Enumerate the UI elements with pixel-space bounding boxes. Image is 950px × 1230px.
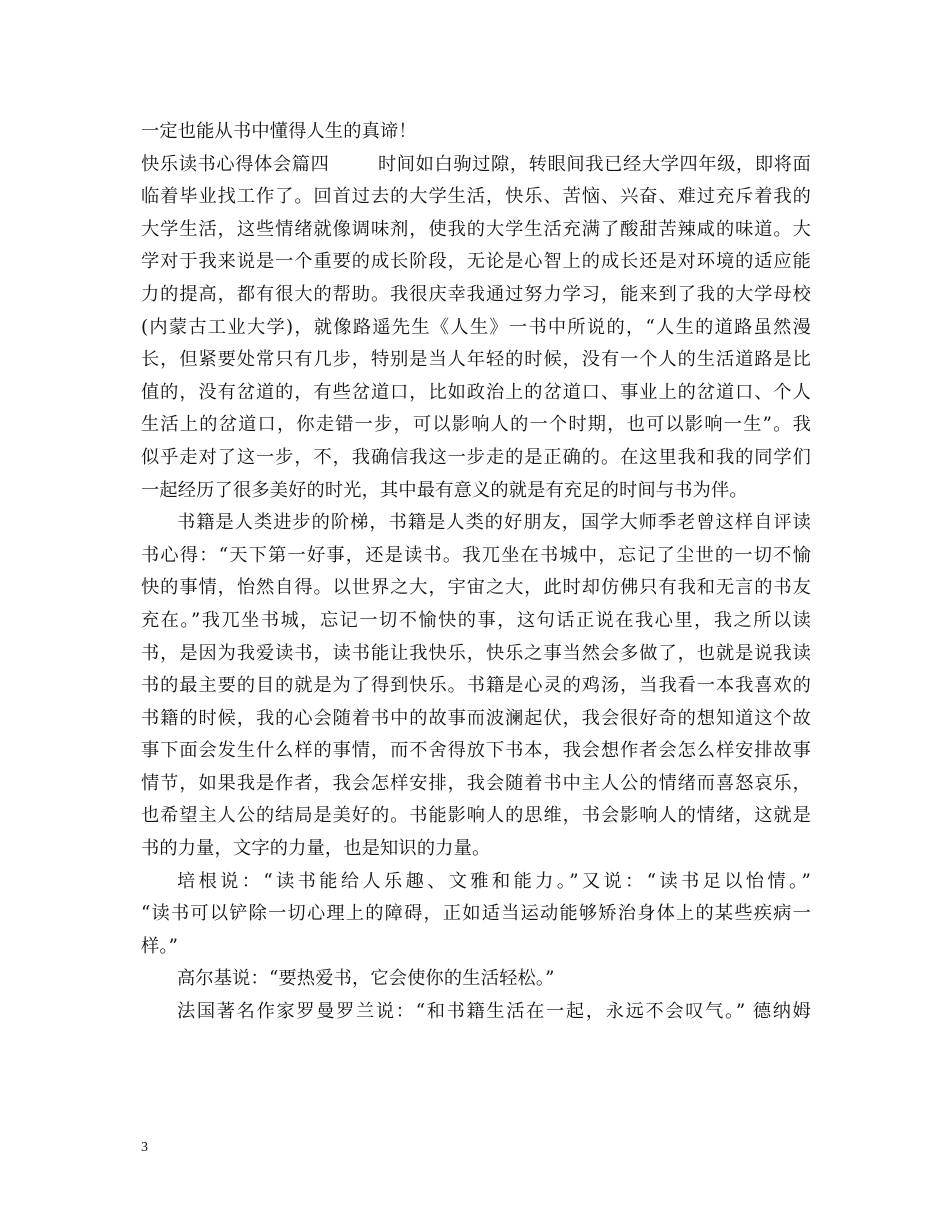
page-number: 3 — [141, 1140, 148, 1155]
text-line: 书的力量，文字的力量，也是知识的力量。 — [141, 838, 491, 860]
text-line: 快的事情，怡然自得。以世界之大，宇宙之大，此时却仿佛只有我和无言的书友 — [141, 577, 811, 599]
text-line: 值的，没有岔道的，有些岔道口，比如政治上的岔道口、事业上的岔道口、个人 — [141, 381, 811, 403]
text-line: 样。” — [141, 935, 179, 957]
text-line-paragraph-start: 书籍是人类进步的阶梯，书籍是人类的好朋友，国学大师季老曾这样自评读 — [177, 512, 811, 534]
text-line: 大学生活，这些情绪就像调味剂，使我的大学生活充满了酸甜苦辣咸的味道。大 — [141, 218, 811, 240]
text-line: 事下面会发生什么样的事情，而不舍得放下书本，我会想作者会怎么样安排故事 — [141, 740, 811, 762]
text-line: 书的最主要的目的就是为了得到快乐。书籍是心灵的鸡汤，当我看一本我喜欢的 — [141, 675, 811, 697]
section-opening-text: 时间如白驹过隙，转眼间我已经大学四年级，即将面 — [377, 153, 811, 175]
text-line: (内蒙古工业大学)，就像路遥先生《人生》一书中所说的，“人生的道路虽然漫 — [141, 316, 811, 338]
text-line: 充在。”我兀坐书城，忘记一切不愉快的事，这句话正说在我心里，我之所以读 — [141, 609, 811, 631]
text-line: “读书可以铲除一切心理上的障碍，正如适当运动能够矫治身体上的某些疾病一 — [141, 903, 811, 925]
section-heading: 快乐读书心得体会篇四 — [141, 153, 330, 175]
text-line: 生活上的岔道口，你走错一步，可以影响人的一个时期，也可以影响一生”。我 — [141, 414, 811, 436]
text-line: 似乎走对了这一步，不，我确信我这一步走的是正确的。在这里我和我的同学们 — [141, 446, 811, 468]
text-line-paragraph-start: 法国著名作家罗曼罗兰说：“和书籍生活在一起，永远不会叹气。” 德纳姆 — [177, 1001, 811, 1023]
text-line: 长，但紧要处常只有几步，特别是当人年轻的时候，没有一个人的生活道路是比 — [141, 349, 811, 371]
text-line: 也希望主人公的结局是美好的。书能影响人的思维，书会影响人的情绪，这就是 — [141, 805, 811, 827]
text-line-section-heading — [141, 149, 811, 182]
text-line: 情节，如果我是作者，我会怎样安排，我会随着书中主人公的情绪而喜怒哀乐， — [141, 772, 811, 794]
text-line-paragraph-start: 高尔基说：“要热爱书，它会使你的生活轻松。” — [177, 968, 555, 990]
text-line: 一起经历了很多美好的时光，其中最有意义的就是有充足的时间与书为伴。 — [141, 479, 748, 501]
document-body — [141, 116, 811, 1029]
text-line: 书籍的时候，我的心会随着书中的故事而波澜起伏，我会很好奇的想知道这个故 — [141, 707, 811, 729]
text-line-paragraph-start: 培根说：“读书能给人乐趣、文雅和能力。”又说：“读书足以怡情。” — [177, 870, 811, 892]
text-line: 力的提高，都有很大的帮助。我很庆幸我通过努力学习，能来到了我的大学母校 — [141, 283, 811, 305]
text-line: 书，是因为我爱读书，读书能让我快乐，快乐之事当然会多做了，也就是说我读 — [141, 642, 811, 664]
text-line: 学对于我来说是一个重要的成长阶段，无论是心智上的成长还是对环境的适应能 — [141, 251, 811, 273]
text-line: 一定也能从书中懂得人生的真谛！ — [141, 121, 417, 142]
text-line: 临着毕业找工作了。回首过去的大学生活，快乐、苦恼、兴奋、难过充斥着我的 — [141, 186, 811, 208]
text-line: 书心得：“天下第一好事，还是读书。我兀坐在书城中，忘记了尘世的一切不愉 — [141, 544, 811, 566]
